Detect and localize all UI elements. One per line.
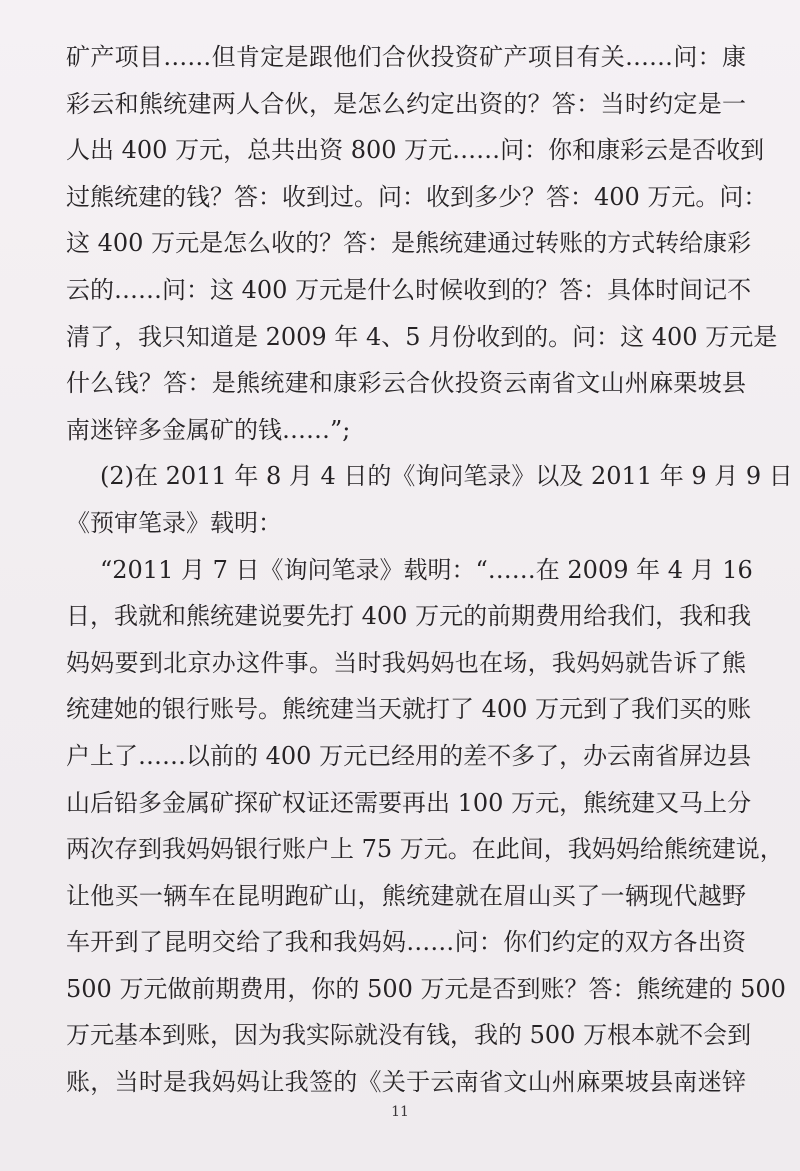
text-line: 矿产项目……但肯定是跟他们合伙投资矿产项目有关……问：康 [66, 43, 746, 71]
text-line: 让他买一辆车在昆明跑矿山，熊统建就在眉山买了一辆现代越野 [66, 881, 746, 910]
page-number: 11 [391, 1104, 409, 1120]
text-line: 南迷锌多金属矿的钱……”; [66, 415, 351, 444]
text-line: 账，当时是我妈妈让我签的《关于云南省文山州麻栗坡县南迷锌 [66, 1068, 746, 1097]
text-line: 车开到了昆明交给了我和我妈妈……问：你们约定的双方各出资 [66, 928, 746, 957]
text-line: 统建她的银行账号。熊统建当天就打了 400 万元到了我们买的账 [66, 695, 752, 724]
text-line: 万元基本到账，因为我实际就没有钱，我的 500 万根本就不会到 [66, 1021, 752, 1050]
text-line: 妈妈要到北京办这件事。当时我妈妈也在场，我妈妈就告诉了熊 [66, 648, 746, 677]
text-line: 什么钱？答：是熊统建和康彩云合伙投资云南省文山州麻栗坡县 [66, 369, 746, 398]
text-line: 《预审笔录》载明： [66, 508, 282, 537]
text-line: 人出 400 万元，总共出资 800 万元……问：你和康彩云是否收到 [66, 136, 765, 165]
text-line: (2)在 2011 年 8 月 4 日的《询问笔录》以及 2011 年 9 月 9 日 [100, 462, 793, 491]
text-line: 清了，我只知道是 2009 年 4、5 月份收到的。问：这 400 万元是 [66, 322, 778, 351]
body-text [66, 34, 793, 1106]
text-line: 日，我就和熊统建说要先打 400 万元的前期费用给我们，我和我 [66, 602, 752, 631]
text-line: 户上了……以前的 400 万元已经用的差不多了，办云南省屏边县 [66, 741, 752, 770]
text-line: 过熊统建的钱？答：收到过。问：收到多少？答：400 万元。问： [66, 182, 768, 211]
text-line: 云的……问：这 400 万元是什么时候收到的？答：具体时间记不 [66, 275, 752, 304]
text-line: 500 万元做前期费用，你的 500 万元是否到账？答：熊统建的 500 [66, 974, 786, 1003]
text-line: “2011 月 7 日《询问笔录》载明：“……在 2009 年 4 月 16 [100, 555, 753, 584]
text-line: 山后铅多金属矿探矿权证还需要再出 100 万元，熊统建又马上分 [66, 788, 752, 817]
text-line: 这 400 万元是怎么收的？答：是熊统建通过转账的方式转给康彩 [66, 229, 752, 258]
text-line: 彩云和熊统建两人合伙，是怎么约定出资的？答：当时约定是一 [66, 89, 746, 118]
text-line: 两次存到我妈妈银行账户上 75 万元。在此间，我妈妈给熊统建说， [66, 835, 784, 864]
